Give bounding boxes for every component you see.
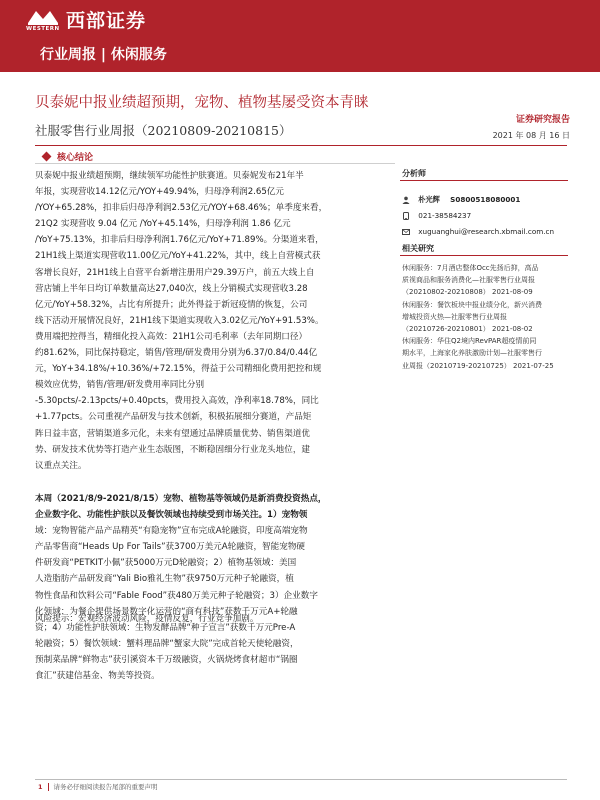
- text-line: 贝泰妮中报业绩超预期，继续领军功能性护肤赛道。贝泰妮发布21年半: [35, 171, 304, 181]
- analyst-phone-row: [402, 211, 471, 220]
- risk-note: [35, 611, 391, 627]
- report-subtitle: 社服零售行业周报（20210809-20210815）: [35, 123, 292, 138]
- text-line: 亿元/YoY+58.32%，占比有所提升；此外得益于新冠疫情的恢复，公司: [35, 299, 308, 310]
- person-icon: [402, 196, 410, 204]
- text-line: 约81.62%，同比保持稳定，销售/管理/研发费用分别为6.37/0.84/0.44亿: [35, 348, 318, 359]
- related-line: 期水平，上海家化养肤激励计划—社服零售行: [402, 349, 542, 358]
- related-item[interactable]: [402, 262, 568, 299]
- logo-mark-icon: [26, 8, 60, 26]
- analyst-name-row: [402, 195, 520, 205]
- related-item[interactable]: [402, 335, 568, 372]
- related-research-heading: 相关研究: [402, 244, 434, 253]
- text-line: 元，YoY+34.18%/+10.36%/+72.15%，得益于公司精细化费用把控和规: [35, 364, 322, 375]
- related-line: 休闲服务：7月酒店整体Occ先扬后抑，高品: [402, 264, 539, 272]
- logo-english: WESTERN: [26, 26, 60, 32]
- core-divider: [35, 163, 395, 164]
- core-conclusion-header: [35, 150, 395, 164]
- analyst-certificate: S0800518080001: [450, 195, 521, 204]
- title-divider: [35, 145, 567, 146]
- text-line: 企业数字化、功能性护肤以及餐饮领域也持续受到市场关注。1）宠物领: [35, 510, 308, 521]
- text-line: 模效应优势，销售/管理/研发费用率同比分别: [35, 380, 205, 391]
- text-line: /YOY+65.28%，扣非后归母净利润2.53亿元/YOY+68.46%；单季度来看，: [35, 203, 328, 214]
- page-number: 1: [38, 783, 49, 791]
- analyst-heading: 分析师: [402, 169, 426, 178]
- analyst-divider: [400, 180, 568, 181]
- text-line: 食汇”获建信基金、物美等投资。: [35, 671, 160, 682]
- text-line: 轮融资；5）餐饮领域：蟹料理品牌“蟹家大院”完成首轮天使轮融资，: [35, 638, 299, 649]
- text-line: 域：宠物智能产品产品精英“有隐宠物”宣布完成A轮融资，印度高端宠物: [35, 526, 308, 537]
- phone-icon: [402, 212, 410, 220]
- text-line: 预制菜品牌“鲜物志”获引溪资本千万级融资，火锅烧烤食材超市“锅圈: [35, 654, 298, 665]
- related-line: 休闲服务：华住Q2境内RevPAR超疫情前同: [402, 337, 537, 346]
- analyst-name: 朴光辉: [418, 195, 440, 204]
- core-conclusion-label: 核心结论: [57, 153, 94, 163]
- report-title: 贝泰妮中报业绩超预期，宠物、植物基屡受资本青睐: [35, 95, 369, 111]
- text-line: +1.77pcts。公司重视产品研发与技术创新，积极拓展细分赛道，产品矩: [35, 412, 312, 423]
- report-type-label: 证券研究报告: [515, 115, 570, 125]
- text-line: 产品零售商“Heads Up For Tails”获3700万美元A轮融资，智能宠物硬: [35, 542, 306, 553]
- related-research-list: [402, 262, 568, 372]
- risk-text: 风险提示：宏观经济波动风险，疫情反复，行业竞争加剧。: [35, 614, 259, 624]
- diamond-bullet-icon: [42, 152, 52, 162]
- text-line: 21Q2 实现营收 9.04 亿元 /YoY+45.14%，归母净利润 1.86 亿元: [35, 219, 291, 230]
- text-line: 营店铺上半年日均订单数量高达27,040次，线上分销模式实现营收3.28: [35, 283, 308, 294]
- page-footer: [38, 782, 158, 791]
- related-line: （20210726-20210801） 2021-08-02: [402, 325, 533, 334]
- related-line: （20210802-20210808） 2021-08-09: [402, 288, 533, 297]
- mail-icon: [402, 228, 410, 236]
- footer-divider: [35, 779, 567, 780]
- related-divider: [400, 255, 568, 256]
- text-line: 21H1线上渠道实现营收11.00亿元/YoY+41.22%，其中，线上自营模式获: [35, 251, 321, 262]
- text-line: 费用端把控得当，精细化投入高效：21H1公司毛利率（去年同期口径）: [35, 331, 308, 342]
- text-line: 客增长良好，21H1线上自营平台新增注册用户29.39万户，前五大线上自: [35, 267, 315, 278]
- analyst-email[interactable]: xuguanghui@research.xbmail.com.cn: [418, 227, 555, 236]
- core-paragraph-2: [35, 491, 391, 684]
- related-item[interactable]: [402, 299, 568, 336]
- report-date: 2021 年 08 月 16 日: [492, 131, 570, 140]
- text-line: 线下活动开展情况良好，21H1线下渠道实现收入3.02亿元/YoY+91.53%。: [35, 315, 324, 326]
- text-line: 物性食品和饮料公司“Fable Food”获480万美元种子轮融资；3）企业数字: [35, 590, 318, 601]
- text-line: 资；4）功能性护肤领域：生物发酵品牌“种子宣言”获数千万元Pre-A: [35, 622, 296, 633]
- text-line: 化领域：为餐企提供场景数字化运营的“商有科技”获数千万元A+轮融: [35, 606, 298, 617]
- text-line: 本周（2021/8/9-2021/8/15）宠物、植物基等领域仍是新消费投资热点，: [35, 494, 327, 504]
- related-line: 增城投资火热—社服零售行业周报: [402, 312, 507, 321]
- header-band: [0, 0, 600, 72]
- related-line: 休闲服务：餐饮板块中报业绩分化，新兴消费: [402, 300, 542, 309]
- text-line: -5.30pcts/-2.13pcts/+0.40pcts，费用投入高效，净利率18.78%，同比: [35, 396, 319, 407]
- analyst-email-row[interactable]: [402, 227, 554, 236]
- related-line: 质视商品和服务消费化—社服零售行业周报: [402, 276, 535, 285]
- header-section-title: 行业周报 | 休闲服务: [40, 47, 167, 63]
- company-logo: [26, 6, 147, 34]
- logo-chinese: 西部证券: [66, 10, 147, 32]
- text-line: 议重点关注。: [35, 460, 87, 471]
- text-line: 势、研发技术优势等打造产业生态版图，不断稳固细分行业龙头地位，建: [35, 444, 311, 455]
- text-line: /YoY+75.13%，扣非后归母净利润1.76亿元/YoY+71.89%。分渠道来看，: [35, 235, 324, 246]
- text-line: 年报，实现营收14.12亿元/YOY+49.94%，归母净利润2.65亿元: [35, 187, 285, 198]
- footer-disclaimer: 请务必仔细阅读报告尾部的重要声明: [53, 783, 158, 791]
- core-paragraph-1: [35, 168, 391, 474]
- analyst-phone: 021-38584237: [418, 211, 472, 220]
- text-line: 件研发商“PETKIT小佩”获5000万元D轮融资；2）植物基领域：美国: [35, 558, 297, 569]
- text-line: 人造脂肪产品研发商“Yali Bio雅礼生物”获9750万元种子轮融资，植: [35, 574, 294, 585]
- related-line: 业周报（20210719-20210725） 2021-07-25: [402, 361, 554, 370]
- text-line: 阵日益丰富，营销渠道多元化，未来有望通过品牌质量优势、销售渠道优: [35, 428, 311, 439]
